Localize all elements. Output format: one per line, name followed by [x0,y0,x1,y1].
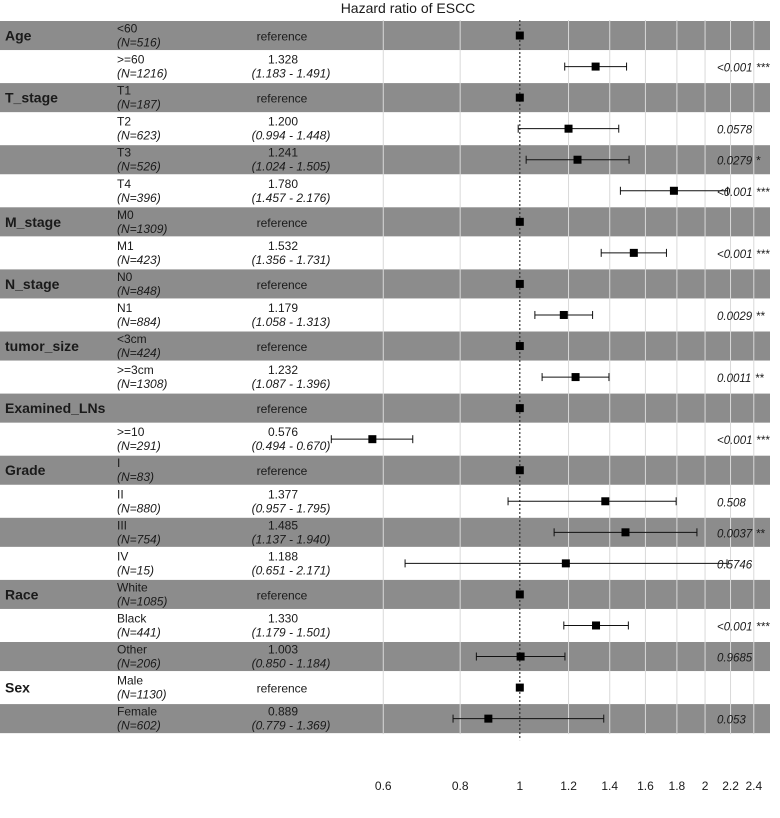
level-label: N0 [117,269,133,284]
p-value-label: <0.001 [717,248,753,261]
p-value-label: 0.508 [717,497,746,510]
p-value-label: 0.0029 [717,310,753,323]
hazard-ratio-point [565,125,573,133]
significance-stars: ** [755,373,765,386]
hazard-ratio-label: 1.330 [267,611,299,626]
x-tick-label: 2.4 [745,779,763,793]
p-value-label: 0.0037 [717,528,753,541]
p-value-label: 0.0011 [717,373,752,386]
p-value-label: 0.053 [717,714,746,727]
variable-label: N_stage [5,275,60,292]
x-tick-label: 1 [516,779,524,793]
sample-size-label: (N=396) [117,190,161,205]
confidence-interval-label: (1.179 - 1.501) [251,625,331,640]
significance-stars: ** [756,310,766,323]
confidence-interval-label: (1.137 - 1.940) [251,532,331,547]
row-band [0,21,770,50]
confidence-interval-label: (1.457 - 2.176) [251,190,331,205]
reference-label: reference [256,29,308,44]
hazard-ratio-label: 1.241 [267,145,299,160]
p-value-label: 0.0578 [717,124,753,137]
sample-size-label: (N=754) [117,532,161,547]
level-label: Female [117,704,158,719]
hazard-ratio-point [516,342,524,350]
hazard-ratio-label: 0.576 [267,425,299,440]
x-tick-label: 1.8 [668,779,686,793]
level-label: T1 [117,83,132,98]
hazard-ratio-point [621,528,629,536]
p-value-label: <0.001 [717,62,753,75]
sample-size-label: (N=423) [117,252,161,267]
sample-size-label: (N=83) [117,470,155,485]
level-label: Male [117,673,144,688]
row-band [0,269,770,298]
sample-size-label: (N=602) [117,718,161,733]
hazard-ratio-point [572,373,580,381]
level-label: N1 [117,300,133,315]
sample-size-label: (N=848) [117,283,161,298]
variable-label: T_stage [5,89,58,106]
variable-label: Grade [5,462,46,479]
confidence-interval-label: (0.957 - 1.795) [251,501,331,516]
hazard-ratio-point [516,280,524,288]
significance-stars: *** [756,248,770,261]
reference-label: reference [256,91,308,106]
variable-label: Examined_LNs [5,400,106,417]
hazard-ratio-point [516,404,524,412]
hazard-ratio-label: 1.377 [267,487,299,502]
significance-stars: *** [756,621,770,634]
x-tick-label: 2 [701,779,709,793]
variable-label: M_stage [5,213,62,230]
sample-size-label: (N=206) [117,656,161,671]
row-band [0,642,770,671]
hazard-ratio-label: 1.200 [267,114,299,129]
level-label: T4 [117,176,132,191]
row-bands [0,21,770,733]
p-value-label: <0.001 [717,621,753,634]
confidence-interval-label: (0.494 - 0.670) [251,439,331,454]
sample-size-label: (N=1085) [117,594,168,609]
hazard-ratio-point [516,32,524,40]
hazard-ratio-label: 0.889 [267,704,299,719]
sample-size-label: (N=1309) [117,221,168,236]
level-label: >=60 [117,52,145,67]
hazard-ratio-label: 1.232 [267,363,299,378]
hazard-ratio-label: 1.003 [267,642,299,657]
hazard-ratio-point [516,684,524,692]
confidence-interval-label: (0.651 - 2.171) [251,563,331,578]
row-band [0,704,770,733]
sample-size-label: (N=441) [117,625,161,640]
x-tick-label: 0.6 [374,779,392,793]
level-label: II [117,487,124,502]
hazard-ratio-point [516,94,524,102]
reference-label: reference [256,681,308,696]
hazard-ratio-point [516,218,524,226]
hazard-ratio-point [368,435,376,443]
hazard-ratio-point [562,559,570,567]
level-label: I [117,456,121,471]
sample-size-label: (N=187) [117,97,161,112]
confidence-interval-label: (1.356 - 1.731) [251,252,331,267]
level-label: M1 [117,238,134,253]
hazard-ratio-point [560,311,568,319]
level-label: >=10 [117,425,145,440]
variable-label: Age [5,27,32,44]
hazard-ratio-point [630,249,638,257]
significance-stars: * [756,155,761,168]
x-tick-label: 0.8 [451,779,469,793]
level-label: <3cm [117,332,147,347]
hazard-ratio-point [592,621,600,629]
reference-label: reference [256,402,308,417]
row-band [0,145,770,174]
hazard-ratio-point [484,715,492,723]
sample-size-label: (N=15) [117,563,155,578]
hazard-ratio-point [517,653,525,661]
sample-size-label: (N=884) [117,314,161,329]
sample-size-label: (N=526) [117,159,161,174]
hazard-ratio-label: 1.532 [267,238,299,253]
confidence-interval-label: (1.183 - 1.491) [251,66,331,81]
confidence-interval-label: (0.850 - 1.184) [251,656,331,671]
sample-size-label: (N=1216) [117,66,168,81]
sample-size-label: (N=1130) [117,687,167,702]
row-band [0,580,770,609]
row-labels [5,22,770,733]
level-label: <60 [117,21,138,36]
hazard-ratio-point [592,63,600,71]
level-label: >=3cm [117,363,154,378]
significance-stars: *** [756,435,770,448]
reference-label: reference [256,215,308,230]
p-value-label: 0.9685 [717,652,753,665]
level-label: T3 [117,145,132,160]
hazard-ratio-label: 1.328 [267,52,299,67]
reference-label: reference [256,340,308,355]
significance-stars: *** [756,62,770,75]
row-band [0,456,770,485]
row-band [0,332,770,361]
p-value-label: 0.0279 [717,155,753,168]
significance-stars: *** [756,186,770,199]
level-label: T2 [117,114,132,129]
p-value-label: 0.5746 [717,559,753,572]
row-band [0,83,770,112]
level-label: III [117,518,128,533]
level-label: Black [117,611,147,626]
confidence-interval-label: (1.058 - 1.313) [251,314,331,329]
p-value-label: <0.001 [717,186,753,199]
confidence-interval-label: (1.087 - 1.396) [251,377,331,392]
reference-label: reference [256,277,308,292]
x-tick-label: 1.6 [637,779,654,793]
x-tick-label: 2.2 [722,779,739,793]
level-label: M0 [117,207,134,222]
confidence-interval-label: (0.994 - 1.448) [251,128,331,143]
sample-size-label: (N=1308) [117,377,168,392]
row-band [0,394,770,423]
sample-size-label: (N=516) [117,35,161,50]
variable-label: tumor_size [5,338,79,355]
variable-label: Sex [5,679,30,696]
hazard-ratio-point [601,497,609,505]
hazard-ratio-point [516,466,524,474]
hazard-ratio-label: 1.179 [267,300,299,315]
sample-size-label: (N=623) [117,128,161,143]
hazard-ratio-point [574,156,582,164]
x-tick-label: 1.2 [560,779,577,793]
hazard-ratio-label: 1.188 [267,549,299,564]
data-marks [331,32,727,723]
chart-title: Hazard ratio of ESCC [340,0,476,16]
level-label: Other [117,642,148,657]
hazard-ratio-point [516,590,524,598]
hazard-ratio-label: 1.780 [267,176,299,191]
sample-size-label: (N=424) [117,346,161,361]
hazard-ratio-point [670,187,678,195]
x-axis [375,779,763,793]
hazard-ratio-label: 1.485 [267,518,299,533]
variable-label: Race [5,586,39,603]
row-band [0,207,770,236]
confidence-interval-label: (0.779 - 1.369) [251,718,331,733]
p-value-label: <0.001 [717,435,753,448]
reference-label: reference [256,464,308,479]
sample-size-label: (N=291) [117,439,161,454]
confidence-interval-label: (1.024 - 1.505) [251,159,331,174]
significance-stars: ** [756,528,766,541]
sample-size-label: (N=880) [117,501,161,516]
x-tick-label: 1.4 [601,779,619,793]
reference-label: reference [256,588,308,603]
level-label: IV [117,549,129,564]
level-label: White [117,580,148,595]
